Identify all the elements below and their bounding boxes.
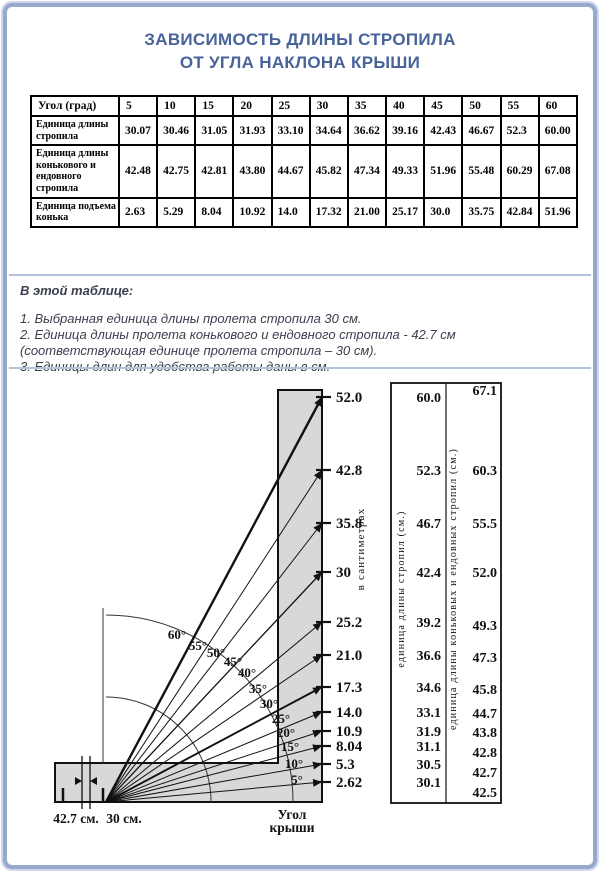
rafter-unit-value: 31.9 <box>416 725 441 740</box>
page-title-line1: ЗАВИСИМОСТЬ ДЛИНЫ СТРОПИЛА <box>144 30 456 49</box>
table-header-cell: 5 <box>119 96 157 116</box>
table-header-cell: 10 <box>157 96 195 116</box>
table-value-cell: 42.75 <box>157 145 195 197</box>
hip-unit-value: 45.8 <box>472 683 497 698</box>
table-value-cell: 30.07 <box>119 116 157 145</box>
hip-unit-value: 67.1 <box>472 384 497 399</box>
rise-value: 10.9 <box>336 724 363 740</box>
table-value-cell: 43.80 <box>233 145 271 197</box>
table-value-cell: 52.3 <box>501 116 539 145</box>
hip-unit-value: 42.5 <box>472 786 497 801</box>
table-row-label: Единица подъема конька <box>31 198 119 227</box>
table-value-cell: 42.48 <box>119 145 157 197</box>
roof-angle-label-line2: крыши <box>269 820 315 835</box>
table-value-cell: 42.84 <box>501 198 539 227</box>
rise-value: 5.3 <box>336 757 355 773</box>
table-value-cell: 39.16 <box>386 116 424 145</box>
rafter-unit-value: 30.1 <box>416 776 441 791</box>
rafter-unit-value: 60.0 <box>416 391 441 406</box>
table-value-cell: 46.67 <box>462 116 500 145</box>
hip-unit-value: 42.8 <box>472 746 497 761</box>
table-value-cell: 31.93 <box>233 116 271 145</box>
rise-value: 25.2 <box>336 615 363 631</box>
run-unit-dimension-label: 30 см. <box>106 811 142 826</box>
note-item: 1. Выбранная единица длины пролета стропила 30 см. <box>20 311 362 326</box>
hip-axis-label: единица длины коньковых и ендовных стропил (см.) <box>448 448 459 730</box>
table-header-cell: 20 <box>233 96 271 116</box>
table-value-cell: 44.67 <box>272 145 310 197</box>
table-value-cell: 60.00 <box>539 116 577 145</box>
table-value-cell: 47.34 <box>348 145 386 197</box>
rafter-unit-value: 33.1 <box>416 706 441 721</box>
table-value-cell: 21.00 <box>348 198 386 227</box>
table-header-cell: 50 <box>462 96 500 116</box>
roof-angle-label-line1: Угол <box>277 807 307 822</box>
table-value-cell: 30.0 <box>424 198 462 227</box>
angle-label: 55° <box>188 638 208 653</box>
rise-value: 14.0 <box>336 705 363 721</box>
table-value-cell: 5.29 <box>157 198 195 227</box>
angle-label: 35° <box>248 681 268 696</box>
hip-unit-dimension-label: 42.7 см. <box>53 811 99 826</box>
table-value-cell: 67.08 <box>539 145 577 197</box>
rafter-unit-value: 42.4 <box>416 566 441 581</box>
rise-value: 21.0 <box>336 648 363 664</box>
rafter-unit-value: 30.5 <box>416 758 441 773</box>
table-value-cell: 34.64 <box>310 116 348 145</box>
angle-label: 10° <box>284 756 304 771</box>
table-header-cell: 60 <box>539 96 577 116</box>
angle-label: 45° <box>223 654 243 669</box>
table-value-cell: 35.75 <box>462 198 500 227</box>
table-header-cell: 45 <box>424 96 462 116</box>
rise-value: 8.04 <box>336 739 363 755</box>
table-header-cell: Угол (град) <box>31 96 119 116</box>
angle-label: 40° <box>237 665 257 680</box>
table-header-cell: 55 <box>501 96 539 116</box>
angle-label: 60° <box>167 627 187 642</box>
rise-value: 30 <box>336 565 351 581</box>
table-value-cell: 51.96 <box>424 145 462 197</box>
hip-unit-value: 44.7 <box>472 707 497 722</box>
table-header-cell: 35 <box>348 96 386 116</box>
table-header-cell: 30 <box>310 96 348 116</box>
rafter-unit-value: 36.6 <box>416 649 441 664</box>
table-value-cell: 42.43 <box>424 116 462 145</box>
angle-label: 30° <box>259 696 279 711</box>
rafter-unit-value: 31.1 <box>416 740 441 755</box>
angle-label: 20° <box>276 725 296 740</box>
table-value-cell: 51.96 <box>539 198 577 227</box>
hip-unit-value: 60.3 <box>472 464 497 479</box>
rafter-unit-value: 46.7 <box>416 517 441 532</box>
table-value-cell: 30.46 <box>157 116 195 145</box>
rafter-unit-value: 52.3 <box>416 464 441 479</box>
table-value-cell: 8.04 <box>195 198 233 227</box>
note-item: 2. Единица длины пролета конькового и ендовного стропила - 42.7 см (соответствующая единице пролета стропила – 30 см). <box>20 327 456 358</box>
hip-unit-value: 47.3 <box>472 651 497 666</box>
hip-unit-value: 52.0 <box>472 566 497 581</box>
rafter-axis-label: единица длины стропил (см.) <box>396 510 407 668</box>
table-value-cell: 49.33 <box>386 145 424 197</box>
table-value-cell: 31.05 <box>195 116 233 145</box>
table-value-cell: 36.62 <box>348 116 386 145</box>
rise-value: 35.8 <box>336 516 363 532</box>
rafter-unit-value: 39.2 <box>416 616 441 631</box>
table-header-cell: 40 <box>386 96 424 116</box>
angle-label: 15° <box>280 739 300 754</box>
rise-value: 42.8 <box>336 463 363 479</box>
rafter-unit-value: 34.6 <box>416 681 441 696</box>
angle-label: 50° <box>206 645 226 660</box>
rise-value: 2.62 <box>336 775 363 791</box>
table-value-cell: 17.32 <box>310 198 348 227</box>
table-value-cell: 45.82 <box>310 145 348 197</box>
rise-axis-label: в сантиметрах <box>355 507 367 591</box>
angle-label: 5° <box>291 772 303 787</box>
table-value-cell: 2.63 <box>119 198 157 227</box>
page-title-line2: ОТ УГЛА НАКЛОНА КРЫШИ <box>179 53 421 72</box>
table-header-cell: 15 <box>195 96 233 116</box>
rise-value: 52.0 <box>336 390 363 406</box>
table-header-cell: 25 <box>272 96 310 116</box>
hip-unit-value: 55.5 <box>472 517 497 532</box>
table-value-cell: 33.10 <box>272 116 310 145</box>
hip-unit-value: 42.7 <box>472 766 497 781</box>
table-value-cell: 55.48 <box>462 145 500 197</box>
hip-unit-value: 49.3 <box>472 619 497 634</box>
hip-unit-value: 43.8 <box>472 726 497 741</box>
table-value-cell: 60.29 <box>501 145 539 197</box>
table-row-label: Единица длины стропила <box>31 116 119 145</box>
table-value-cell: 42.81 <box>195 145 233 197</box>
table-value-cell: 10.92 <box>233 198 271 227</box>
rise-value: 17.3 <box>336 680 363 696</box>
notes-heading: В этой таблице: <box>20 283 134 298</box>
table-value-cell: 25.17 <box>386 198 424 227</box>
table-row-label: Единица длины конькового и ендовного стропила <box>31 145 119 197</box>
table-value-cell: 14.0 <box>272 198 310 227</box>
angle-label: 25° <box>271 711 291 726</box>
